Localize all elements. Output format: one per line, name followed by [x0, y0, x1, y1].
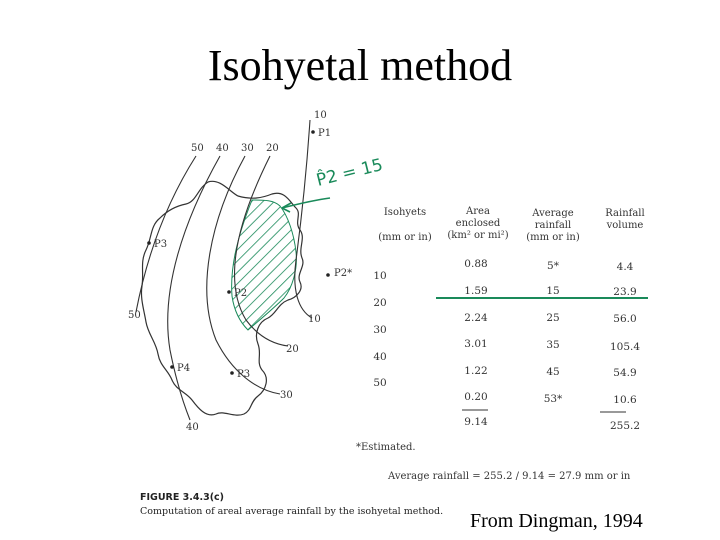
volume-cell: 105.4 — [609, 341, 641, 353]
contour-label-30-side: 30 — [280, 390, 293, 401]
header-volume — [594, 208, 656, 232]
isohyet-50 — [136, 156, 196, 312]
slide-title: Isohyetal method — [207, 41, 513, 90]
isohyet-value: 50 — [373, 377, 387, 389]
header-avg — [520, 208, 586, 244]
header-area-line1: Area — [466, 206, 490, 217]
header-volume-line1: Rainfall — [605, 208, 645, 219]
contour-label-10-top: 10 — [314, 110, 327, 121]
station-p2-label: P2 — [234, 288, 248, 299]
avg-cell: 5* — [547, 260, 559, 272]
station-p3-south-dot — [230, 371, 234, 375]
volume-cell: 23.9 — [613, 286, 637, 298]
header-avg-line3: (mm or in) — [526, 232, 580, 243]
isohyet-value: 20 — [373, 297, 387, 309]
area-cell: 0.88 — [464, 258, 488, 270]
figure-caption: Computation of areal average rainfall by the isohyetal method. — [140, 506, 444, 517]
isohyet-value: 10 — [373, 270, 387, 282]
isohyet-value: 40 — [373, 351, 387, 363]
contour-label-40-top: 40 — [216, 143, 229, 154]
volume-total: 255.2 — [609, 420, 641, 432]
station-p3-west-dot — [147, 241, 151, 245]
station-p3-west-label: P3 — [154, 239, 168, 250]
volume-cell: 4.4 — [616, 261, 634, 273]
header-volume-line2: volume — [606, 220, 644, 231]
avg-cell: 35 — [546, 339, 560, 351]
contour-label-20-side: 20 — [286, 344, 299, 355]
volume-cell: 10.6 — [613, 394, 637, 406]
figure-label: FIGURE 3.4.3(c) — [140, 492, 225, 503]
header-avg-line1: Average — [532, 208, 574, 219]
area-cell: 1.22 — [464, 365, 488, 377]
area-cell: 2.24 — [464, 312, 488, 324]
contour-label-20-top: 20 — [266, 143, 279, 154]
header-area-line2: enclosed — [455, 218, 501, 229]
header-avg-line2: rainfall — [534, 220, 572, 231]
avg-cell: 45 — [546, 366, 560, 378]
header-isohyets-line1: Isohyets — [383, 207, 427, 218]
contour-label-50-side: 50 — [128, 310, 141, 321]
volume-cell: 54.9 — [613, 367, 637, 379]
header-area-line3: (km² or mi²) — [447, 230, 509, 241]
header-isohyets-line2: (mm or in) — [378, 232, 432, 243]
contour-label-10-side: 10 — [308, 314, 321, 325]
estimated-note: *Estimated. — [356, 442, 416, 453]
volume-cell: 56.0 — [613, 313, 637, 325]
area-total: 9.14 — [464, 416, 488, 428]
station-p4-label: P4 — [177, 363, 191, 374]
source-credit: From Dingman, 1994 — [470, 510, 643, 532]
header-isohyets — [372, 207, 438, 244]
station-p2star-dot — [326, 273, 330, 277]
average-rainfall-line: Average rainfall = 255.2 / 9.14 = 27.9 mm or in — [388, 471, 631, 482]
station-p3-south-label: P3 — [237, 369, 251, 380]
contour-label-30-top: 30 — [241, 143, 254, 154]
handwritten-annotation: P̂2 = 15 — [314, 155, 385, 191]
area-cell: 1.59 — [464, 285, 488, 297]
station-p2star-label: P2* — [334, 268, 353, 279]
station-p4-dot — [170, 365, 174, 369]
avg-cell: 15 — [546, 285, 560, 297]
area-cell: 3.01 — [464, 338, 488, 350]
avg-cell: 53* — [543, 393, 563, 405]
station-p2-dot — [227, 290, 231, 294]
station-p1-label: P1 — [318, 128, 332, 139]
contour-label-40-side: 40 — [186, 422, 199, 433]
area-cell: 0.20 — [464, 391, 488, 403]
station-p1-dot — [311, 130, 315, 134]
contour-label-50-top: 50 — [191, 143, 204, 154]
isohyet-40 — [168, 156, 220, 420]
header-area — [440, 206, 516, 242]
isohyet-value: 30 — [373, 324, 387, 336]
avg-cell: 25 — [546, 312, 560, 324]
